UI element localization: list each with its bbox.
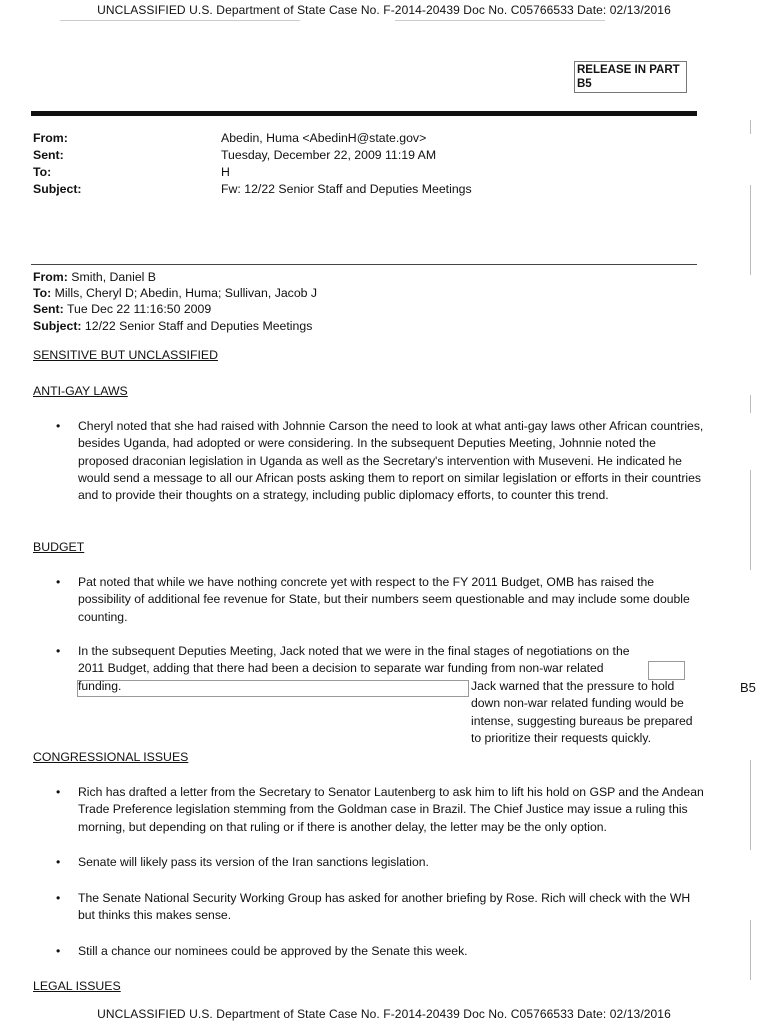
section-heading-legal-issues: LEGAL ISSUES [33, 979, 121, 993]
bullet-glyph: • [56, 644, 61, 658]
sent-label: Sent: [33, 148, 64, 162]
list-item [56, 418, 706, 504]
bullet-text: Pat noted that while we have nothing concrete yet with respect to the FY 2011 Budget, OMB has raised the possibility of additional fee revenue for State, but their numbers seem questionable and may include some double counting. [78, 575, 690, 624]
fwd-subject-value: 12/22 Senior Staff and Deputies Meetings [81, 318, 313, 333]
fwd-from-value: Smith, Daniel B [67, 270, 157, 284]
scan-margin-mark [750, 120, 751, 134]
bullet-text: Jack warned that the pressure to hold down non-war related funding would be intense, suggesting bureaus be prepared to prioritize their requests quickly. [471, 679, 693, 745]
redaction-code-label: B5 [740, 680, 756, 695]
list-item [56, 784, 706, 836]
bullet-text: Senate will likely pass its version of the Iran sanctions legislation. [78, 855, 429, 869]
bullet-text: In the subsequent Deputies Meeting, Jack noted that we were in the final stages of negotiations on the 2011 Budget, adding that there had been a decision to separate war funding from non-war related funding. [78, 644, 630, 693]
list-item [56, 890, 706, 925]
bullet-glyph: • [56, 855, 61, 869]
bullet-text: The Senate National Security Working Group has asked for another briefing by Rose. Rich will check with the WH but thinks this makes sense. [78, 891, 691, 923]
header-labels [33, 130, 82, 198]
subject-value: Fw: 12/22 Senior Staff and Deputies Meetings [221, 182, 472, 196]
scan-margin-mark [750, 760, 751, 850]
fwd-to-label: To: [33, 286, 52, 301]
scan-margin-mark [750, 395, 751, 413]
bullet-text: Still a chance our nominees could be approved by the Senate this week. [78, 944, 468, 958]
list-item [56, 943, 706, 960]
forwarded-header [33, 269, 317, 334]
classification-banner-bottom: UNCLASSIFIED U.S. Department of State Case No. F-2014-20439 Doc No. C05766533 Date: 02/13/2016 [97, 1007, 671, 1021]
sent-value: Tuesday, December 22, 2009 11:19 AM [221, 148, 437, 162]
release-code: B5 [577, 78, 592, 90]
section-heading-budget: BUDGET [33, 540, 85, 554]
to-value: H [221, 165, 230, 179]
fwd-from-label: From: [33, 270, 68, 284]
scan-margin-mark [750, 470, 751, 570]
bullet-text: Rich has drafted a letter from the Secretary to Senator Lautenberg to ask him to lift his hold on GSP and the Andean Trade Preference legislation stemming from the Goldman case in Brazil. The Chief Justice may issue a ruling this morning, but depending on that ruling or if there is another delay, the letter may be the only option. [78, 785, 704, 834]
bullet-glyph: • [56, 785, 61, 799]
from-value: Abedin, Huma <AbedinH@state.gov> [221, 131, 427, 145]
scan-artifact-line [395, 20, 605, 21]
bullet-glyph: • [56, 891, 61, 905]
scan-margin-mark [750, 920, 751, 980]
bullet-glyph: • [56, 944, 61, 958]
header-values [221, 130, 472, 198]
section-heading-congressional-issues: CONGRESSIONAL ISSUES [33, 750, 189, 764]
section-heading-anti-gay-laws: ANTI-GAY LAWS [33, 384, 128, 398]
scan-artifact-line [60, 20, 300, 21]
forward-rule [31, 264, 697, 265]
fwd-to-value: Mills, Cheryl D; Abedin, Huma; Sullivan, Jacob J [51, 286, 318, 301]
fwd-sent-value: Tue Dec 22 11:16:50 2009 [63, 302, 212, 317]
fwd-sent-label: Sent: [33, 302, 64, 317]
subject-label: Subject: [33, 182, 82, 196]
redaction-box [77, 680, 469, 697]
classification-heading: SENSITIVE BUT UNCLASSIFIED [33, 348, 218, 362]
classification-banner-top: UNCLASSIFIED U.S. Department of State Case No. F-2014-20439 Doc No. C05766533 Date: 02/13/2016 [97, 3, 671, 17]
bullet-glyph: • [56, 575, 61, 589]
fwd-subject-label: Subject: [33, 318, 82, 333]
bullet-continuation [471, 678, 701, 747]
header-rule [31, 111, 697, 116]
to-label: To: [33, 165, 52, 179]
list-item [56, 854, 706, 871]
scan-margin-mark [750, 185, 751, 275]
list-item [56, 574, 706, 626]
release-label: RELEASE IN PART [577, 64, 680, 76]
bullet-glyph: • [56, 419, 61, 433]
release-in-part-box [574, 61, 687, 93]
from-label: From: [33, 131, 68, 145]
bullet-text: Cheryl noted that she had raised with Johnnie Carson the need to look at what anti-gay laws other African countries, besides Uganda, had adopted or were considering. In the subsequent Deputies Meeting, Johnnie noted the proposed draconian legislation in Uganda as well as the Secretary's intervention with Museveni. He indicated he would send a message to all our African posts asking them to report on similar legislation or efforts in their countries and to provide their thoughts on a strategy, including public diplomacy efforts, to counter this trend. [78, 419, 704, 503]
